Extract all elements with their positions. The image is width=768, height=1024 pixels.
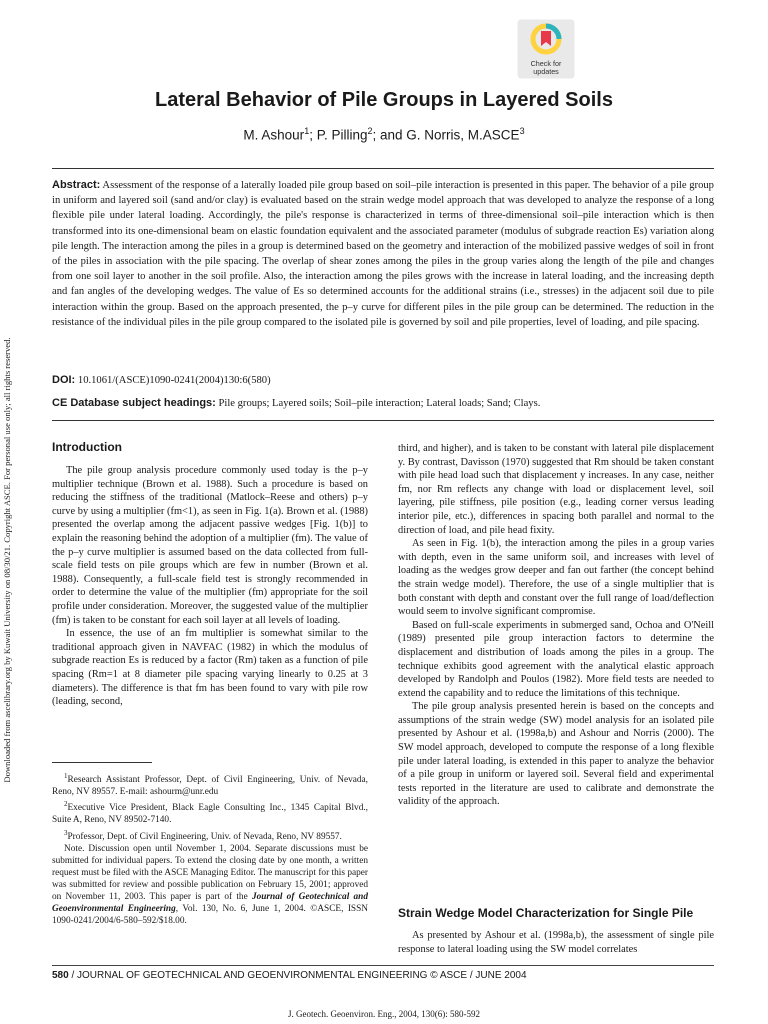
journal-footer [52, 970, 527, 981]
author-1: M. Ashour [243, 127, 305, 143]
footnote-1-text: Research Assistant Professor, Dept. of Civil Engineering, Univ. of Nevada, Reno, NV 89557. E-mail: ashourm@unr.edu [52, 775, 368, 798]
author-2: ; P. Pilling [309, 127, 368, 143]
editorial-note [52, 843, 368, 928]
journal-footer-divider [52, 965, 714, 966]
subject-headings-value: Pile groups; Layered soils; Soil–pile interaction; Lateral loads; Sand; Clays. [218, 398, 541, 409]
badge-line2: updates [533, 67, 559, 76]
right-paragraph-1: third, and higher), and is taken to be constant with lateral pile displacement y. By contrast, Davisson (1970) suggested that Rm should be taken constant with pile head load such that displacement y increases. In any case, neither fm, nor Rm reflects any change with load or displacement level, soil layering, pile stiffness, pile position (e.g., leading corner versus leading interior pile, etc.), differences in spacing both parallel and normal to the direction of load, and pile head fixity. [398, 443, 714, 536]
bookmark-icon [530, 23, 562, 55]
right-paragraph-5: As presented by Ashour et al. (1998a,b), the assessment of single pile response to lateral loading using the SW model correlates [398, 930, 714, 955]
abstract-text: Assessment of the response of a laterally loaded pile group based on soil–pile interaction is presented in this paper. The behavior of a pile group in uniform and layered soil (sand and/or clay) is evaluated based on the strain wedge model approach that was developed to analyze the response of a long flexible pile under lateral loading. Accordingly, the pile's response is characterized in terms of three-dimensional soil–pile interaction which is then transformed into its one-dimensional beam on elastic foundation equivalent and the associated parameter (modulus of subgrade reaction Es) variation along pile length. The interaction among the piles in a group is determined based on the geometry and interaction of the mobilized passive wedges of soil in front of the piles in association with the pile spacing. The overlap of shear zones among the piles in the group varies along the length of the pile and changes from one soil layer to another in the soil profile. Also, the interaction among the piles grows with the increase in lateral loading, and the increasing depth and fan angles of the developing wedges. The value of Es so determined accounts for the additional strains (i.e., stresses) in the adjacent soil due to pile interaction within the group. Based on the approach presented, the p–y curve for different piles in the pile group can be determined. The reduction in the resistance of the individual piles in the pile group compared to the isolated pile is governed by soil and pile properties, level of loading, and pile spacing. [52, 180, 714, 328]
footnotes [52, 770, 368, 927]
abstract-label: Abstract: [52, 179, 101, 191]
journal-footer-text: / JOURNAL OF GEOTECHNICAL AND GEOENVIRONMENTAL ENGINEERING © ASCE / JUNE 2004 [68, 970, 527, 981]
paper-title: Lateral Behavior of Pile Groups in Layered Soils [155, 89, 613, 111]
footnote-1 [52, 770, 368, 798]
intro-paragraph-1: The pile group analysis procedure commonly used today is the p–y multiplier technique (Brown et al. 1988). Such a procedure is based on reducing the stiffness of the traditional (Matlock–Reese and others) p–y curve by using a multiplier (fm<1), as seen in Fig. 1(a). Brown et al. (1988) presented the overlap among the adjacent passive wedges [Fig. 1(b)] to explain the reasoning behind the adoption of a multiplier (fm). The value of the p–y curve multiplier is assumed based on the data collected from full-scale field tests on pile groups which are few in number (Brown et al. 1988). Consequently, a full-scale field test is strongly recommended in order to determine the value of the multiplier (fm) appropriate for the soil profile under consideration. Moreover, the suggested value of the multiplier (fm) is taken to be constant for each soil layer at all levels of loading. [52, 465, 368, 626]
intro-paragraph-2: In essence, the use of an fm multiplier is somewhat similar to the traditional approach given in NAVFAC (1982) in which the modulus of subgrade reaction Es is reduced by a factor (Rm) taken as a function of pile spacing (Rm=1 at 8 diameter pile spacing varying linearly to 0.25 at 3 diameters). The difference is that fm has been found to vary with pile row (leading, second, [52, 628, 368, 708]
footnote-divider [52, 762, 152, 763]
badge-line1: Check for [530, 59, 562, 68]
side-note-text: Downloaded from ascelibrary.org by Kuwait University on 08/30/21. Copyright ASCE. For personal use only; all rights reserved. [2, 337, 12, 783]
author-1-sup: 1 [304, 126, 310, 136]
author-list [0, 126, 768, 143]
footnote-2 [52, 798, 368, 826]
author-2-sup: 2 [367, 126, 373, 136]
right-paragraph-2: As seen in Fig. 1(b), the interaction among the piles in a group varies with depth, even in the same uniform soil, and increases with level of loading as the wedges grow deeper and fan out farther (the concept behind the strain wedge model). Therefore, the use of a single multiplier that is both constant with depth and constant over the full range of load/deflection would seem to involve significant compromise. [398, 538, 714, 618]
subject-headings-label: CE Database subject headings: [52, 397, 216, 409]
check-for-updates-badge[interactable] [518, 20, 574, 78]
left-column [52, 464, 368, 709]
footnote-3-text: Professor, Dept. of Civil Engineering, Univ. of Nevada, Reno, NV 89557. [67, 831, 342, 842]
subject-headings [52, 397, 714, 409]
right-column-bottom [398, 929, 714, 956]
strain-wedge-heading: Strain Wedge Model Characterization for Single Pile [398, 906, 694, 920]
doi-label: DOI: [52, 374, 76, 386]
top-divider [52, 168, 714, 169]
footnote-1-mark: 1 [64, 772, 68, 780]
author-3-sup: 3 [519, 126, 525, 136]
journal-name: Journal of Geotechnical and Geoenvironmental Engineering [52, 892, 368, 915]
citation-line: J. Geotech. Geoenviron. Eng., 2004, 130(6): 580-592 [288, 1009, 480, 1019]
footnote-3 [52, 827, 368, 843]
editorial-note-tail: , Vol. 130, No. 6, June 1, 2004. ©ASCE, ISSN 1090-0241/2004/6-580–592/$18.00. [52, 904, 368, 927]
abstract [52, 178, 714, 330]
doi-link[interactable]: 10.1061/(ASCE)1090-0241(2004)130:6(580) [77, 375, 271, 386]
page-number: 580 [52, 970, 69, 981]
right-paragraph-3: Based on full-scale experiments in submerged sand, Ochoa and O'Neill (1989) presented pile group interaction factors to determine the displacement and distribution of loads among the piles in a group. The technique exhibits good agreement with the analytical elastic approach developed by Randolph and Poulos (1982). More field tests are needed to extend the capability and to reduce the limitations of this technique. [398, 619, 714, 699]
editorial-note-text: Note. Discussion open until November 1, 2004. Separate discussions must be submitted for individual papers. To extend the closing date by one month, a written request must be filed with the ASCE Managing Editor. The manuscript for this paper was submitted for review and possible publication on February 15, 2001; approved on November 11, 2003. This paper is part of the [52, 843, 368, 903]
abstract-bottom-divider [52, 420, 714, 421]
right-paragraph-4: The pile group analysis presented herein is based on the concepts and assumptions of the strain wedge (SW) model analysis for an isolated pile presented by Ashour et al. (1998a,b) and Ashour and Norris (2000). The SW model approach, developed to compute the response of a long flexible pile under lateral loading, is extended in this paper to analyze the behavior of a pile group in uniform or layered soil. Several field and experimental tests reported in the literature are used to calibrate and demonstrate the validity of the approach. [398, 701, 714, 808]
footnote-2-text: Executive Vice President, Black Eagle Consulting Inc., 1345 Capital Blvd., Suite A, Reno, NV 89502-7140. [52, 803, 368, 826]
footnote-2-mark: 2 [64, 800, 68, 809]
right-column [398, 442, 714, 809]
download-side-note [0, 0, 15, 1024]
author-3: ; and G. Norris, M.ASCE [372, 127, 520, 143]
footnote-3-mark: 3 [64, 828, 68, 837]
doi-line [52, 374, 714, 386]
introduction-heading: Introduction [52, 440, 122, 454]
